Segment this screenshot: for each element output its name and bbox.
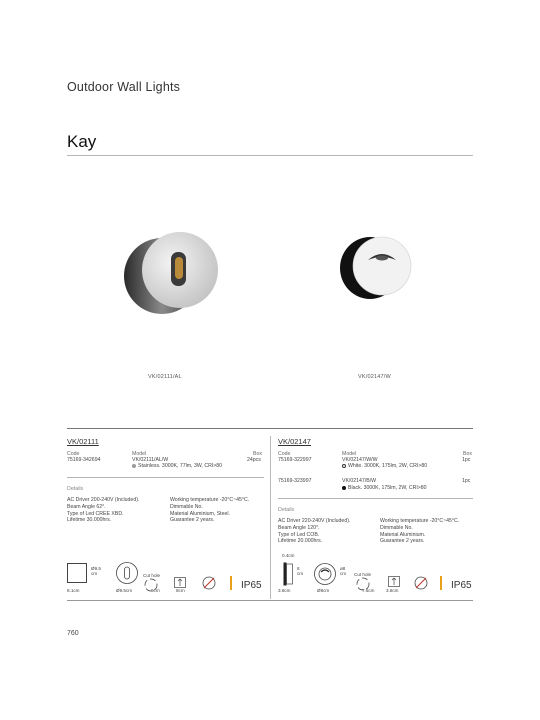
detail-line: AC Driver 220-240V (Included). bbox=[278, 518, 351, 524]
row-model: VK/02111/AL/W bbox=[132, 457, 169, 463]
detail-line: Beam Angle 62°. bbox=[67, 503, 106, 510]
accent-bar bbox=[230, 576, 232, 590]
page-number: 760 bbox=[67, 630, 79, 637]
depth-icon bbox=[388, 576, 400, 587]
dim-label: Ø8cm bbox=[317, 588, 330, 593]
column-separator bbox=[270, 436, 271, 599]
details-right bbox=[170, 497, 249, 524]
no-insulation-cover-icon bbox=[413, 575, 429, 591]
dim-label: Ø9.5 cm bbox=[91, 566, 101, 576]
dim-label: Ø9.5cm bbox=[116, 588, 133, 593]
row-model: VK/02147/B/W bbox=[342, 478, 377, 484]
detail-line: Material Aluminium. bbox=[380, 531, 426, 538]
cut-hole-label: Cut hole bbox=[143, 573, 161, 578]
col-box-label: Box bbox=[253, 451, 262, 457]
row-desc-text: Black. 3000K, 175lm, 2W, CRI>80 bbox=[348, 485, 427, 491]
detail-line: Guarantee 2 years. bbox=[380, 538, 425, 545]
title-divider bbox=[67, 155, 473, 156]
finish-swatch bbox=[342, 464, 346, 468]
row-code: 75169-322997 bbox=[278, 457, 312, 463]
product-code-heading: VK/02147 bbox=[278, 437, 311, 446]
detail-line: Beam Angle 120°. bbox=[278, 524, 320, 531]
bottom-divider bbox=[67, 600, 473, 601]
product-image-vk02147 bbox=[338, 232, 418, 302]
depth-value: 8cm bbox=[176, 588, 185, 593]
product-image-vk02111 bbox=[120, 225, 230, 320]
dim-label: 8 cm bbox=[297, 566, 304, 576]
product-code-heading: VK/02111 bbox=[67, 437, 99, 446]
row-box: 1pc bbox=[462, 457, 471, 463]
cut-hole-value: 7.5cm bbox=[362, 588, 375, 593]
cut-hole-value: 9cm bbox=[151, 588, 160, 593]
row-box: 24pcs bbox=[247, 457, 261, 463]
col-code-label: Code bbox=[67, 451, 80, 457]
detail-line: Type of Led COB. bbox=[278, 531, 320, 538]
detail-line: Dimmable No. bbox=[170, 503, 203, 510]
detail-line: Type of Led CREE XBD. bbox=[67, 510, 124, 517]
depth-icon bbox=[174, 577, 186, 588]
detail-line: Working temperature -20°C~45°C. bbox=[380, 518, 460, 524]
detail-line: Material Aluminium, Steel. bbox=[170, 510, 230, 517]
detail-line: Working temperature -20°C~45°C. bbox=[170, 497, 250, 503]
details-divider bbox=[278, 498, 473, 499]
row-desc bbox=[342, 485, 427, 492]
detail-line: Dimmable No. bbox=[380, 524, 413, 531]
row-desc-text: Stainless. 3000K, 77lm, 3W, CRI>80 bbox=[138, 463, 223, 469]
dim-label: 8.1cm bbox=[67, 588, 80, 593]
specs-divider bbox=[67, 428, 473, 429]
detail-line: Lifetime 20.000hrs. bbox=[278, 538, 323, 545]
product-caption-1: VK/02111/AL bbox=[148, 374, 182, 380]
details-label: Details bbox=[278, 507, 295, 513]
dim-label: 0.4cm bbox=[282, 553, 295, 558]
row-code: 75169-342694 bbox=[67, 457, 101, 463]
family-title: Kay bbox=[67, 132, 97, 151]
finish-swatch bbox=[132, 464, 136, 468]
row-box: 1pc bbox=[462, 478, 471, 484]
dim-label: 3.8cm bbox=[278, 588, 291, 593]
depth-value: 3.8cm bbox=[386, 588, 399, 593]
detail-line: Lifetime 30.000hrs. bbox=[67, 517, 112, 524]
no-insulation-cover-icon bbox=[201, 575, 217, 591]
dim-round-front-icon bbox=[313, 562, 337, 586]
row-desc-text: White. 3000K, 175lm, 2W, CRI>80 bbox=[348, 463, 428, 469]
detail-line: Guarantee 2 years. bbox=[170, 517, 215, 524]
ip-rating: IP65 bbox=[451, 580, 472, 591]
col-box-label: Box bbox=[463, 451, 472, 457]
dim-front-square-icon bbox=[67, 563, 87, 583]
col-code-label: Code bbox=[278, 451, 291, 457]
details-left bbox=[278, 518, 350, 545]
details-label: Details bbox=[67, 486, 84, 492]
details-right bbox=[380, 518, 459, 545]
section-title: Outdoor Wall Lights bbox=[67, 80, 181, 94]
ip-rating: IP65 bbox=[241, 580, 262, 591]
details-divider bbox=[67, 477, 264, 478]
col-model-label: Model bbox=[342, 451, 357, 457]
finish-swatch bbox=[342, 486, 346, 490]
accent-bar bbox=[440, 576, 442, 590]
dim-label: ø8 cm bbox=[340, 566, 347, 576]
product-caption-2: VK/02147/W bbox=[358, 374, 391, 380]
dim-side-profile-icon bbox=[283, 562, 293, 586]
col-model-label: Model bbox=[132, 451, 147, 457]
details-left bbox=[67, 497, 139, 524]
row-desc bbox=[132, 463, 222, 470]
row-model: VK/02147/W/W bbox=[342, 457, 378, 463]
cut-hole-label: Cut hole bbox=[354, 572, 372, 577]
detail-line: AC Driver 200-240V (Included). bbox=[67, 497, 140, 503]
row-desc bbox=[342, 463, 427, 470]
row-code: 75169-323997 bbox=[278, 478, 312, 484]
dim-round-front-icon bbox=[115, 561, 139, 585]
